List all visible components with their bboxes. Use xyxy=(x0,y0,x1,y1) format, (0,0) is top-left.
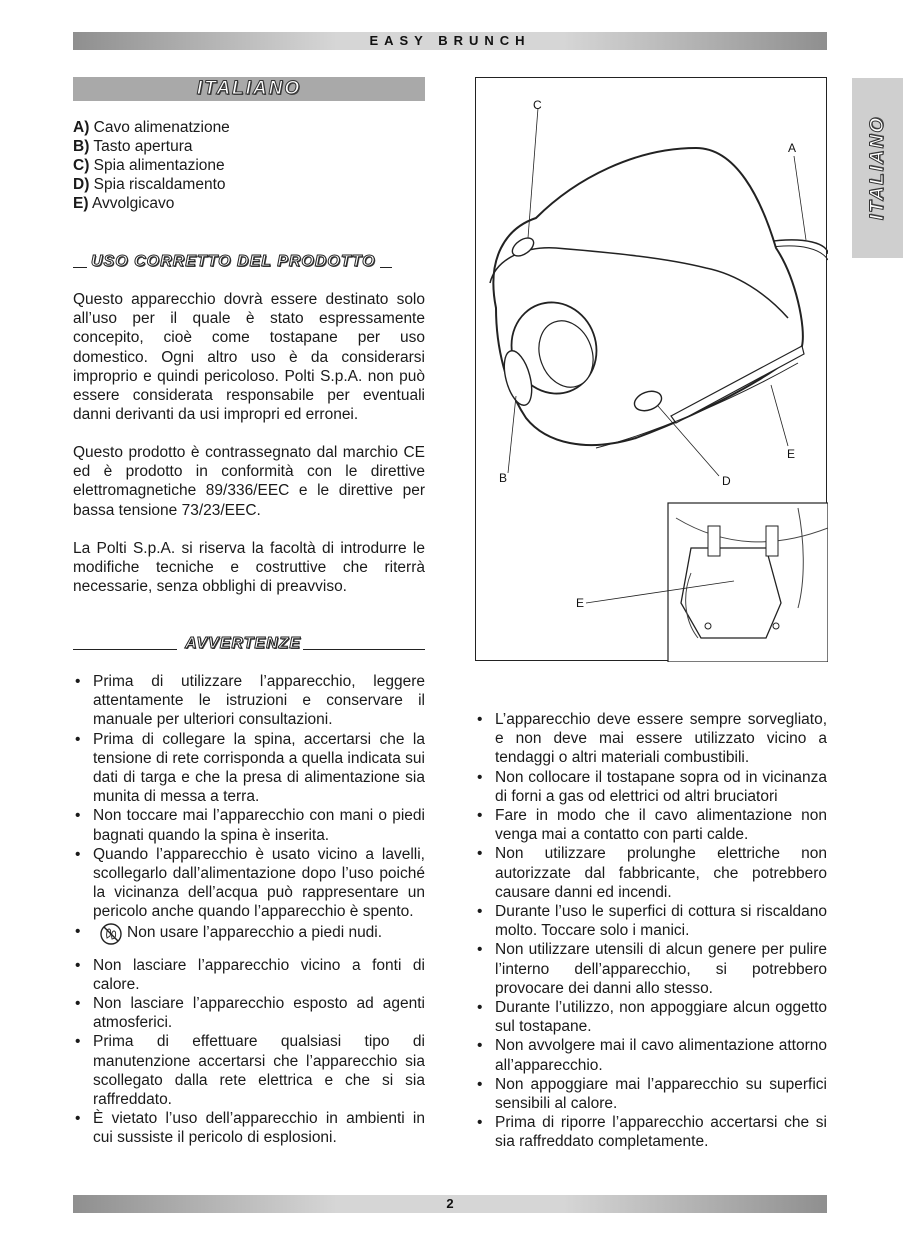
warning-item: • Prima di effettuare qualsiasi tipo di manutenzione accertarsi che l’apparecchio sia scollegato dalla rete elettrica e che si sia raffreddato. xyxy=(73,1032,425,1109)
label-b: B xyxy=(499,471,508,485)
label-c: C xyxy=(533,98,542,112)
product-diagram xyxy=(475,77,827,661)
section-title-use: USO CORRETTO DEL PRODOTTO xyxy=(91,253,376,270)
label-e: E xyxy=(787,447,796,461)
warning-item-barefoot: • Non usare l’apparecchio a piedi nudi. xyxy=(73,922,425,946)
part-item: E) Avvolgicavo xyxy=(73,195,175,212)
page-number: 2 xyxy=(446,1196,454,1211)
label-a: A xyxy=(788,141,797,155)
header-bar xyxy=(73,32,827,50)
parts-list xyxy=(73,118,425,213)
warnings-list-left xyxy=(73,672,425,1148)
warning-item: • Non appoggiare mai l’apparecchio su superfici sensibili al calore. xyxy=(475,1075,827,1113)
warning-item: • Non lasciare l’apparecchio esposto ad agenti atmosferici. xyxy=(73,994,425,1032)
language-heading xyxy=(73,77,425,101)
section-title-warnings: AVVERTENZE xyxy=(185,635,302,652)
warning-item: • Non utilizzare prolunghe elettriche non autorizzate dal fabbricante, che potrebbero causare danni ed incendi. xyxy=(475,844,827,902)
label-e-inset: E xyxy=(576,596,585,610)
warning-item: • Durante l’uso le superfici di cottura si riscaldano molto. Toccare solo i manici. xyxy=(475,902,827,940)
section-heading-use xyxy=(73,251,425,273)
warning-item: • L’apparecchio deve essere sempre sorvegliato, e non deve mai essere utilizzato vicino a tendaggi o altri materiali combustibili. xyxy=(475,710,827,768)
warning-item: • Durante l’utilizzo, non appoggiare alcun oggetto sul tostapane. xyxy=(475,998,827,1036)
toaster-illustration xyxy=(476,78,828,662)
warning-item: • Fare in modo che il cavo alimentazione non venga mai a contatto con parti calde. xyxy=(475,806,827,844)
language-side-tab xyxy=(852,78,903,258)
warning-item: • Non toccare mai l’apparecchio con mani o piedi bagnati quando la spina è inserita. xyxy=(73,806,425,844)
paragraph-intended-use: Questo apparecchio dovrà essere destinato solo all’uso per il quale è stato espressamente concepito, cioè come tostapane per uso domestico. Ogni altro uso è da considerarsi improprio e quindi pericoloso. Polti S.p.A. non può essere considerata responsabile per eventuali danni derivanti da usi impropri ed erronei. xyxy=(73,291,425,424)
section-heading-warnings xyxy=(73,633,425,655)
warning-item: • Non utilizzare utensili di alcun genere per pulire l’interno dell’apparecchio, si potrebbero provocare dei danni allo stesso. xyxy=(475,940,827,998)
part-item: D) Spia riscaldamento xyxy=(73,176,226,193)
warning-item: • Prima di utilizzare l’apparecchio, leggere attentamente le istruzioni e conservare il manuale per ulteriori consultazioni. xyxy=(73,672,425,730)
warning-item: • Quando l’apparecchio è usato vicino a lavelli, scollegarlo dall’alimentazione dopo l’uso poiché la vicinanza dell’acqua può rappresentare un pericolo anche quando l’apparecchio è spento. xyxy=(73,845,425,922)
part-item: A) Cavo alimenatzione xyxy=(73,119,230,136)
warning-item: • Prima di riporre l’apparecchio accertarsi che si sia raffreddato completamente. xyxy=(475,1113,827,1151)
warnings-list-right xyxy=(475,710,827,1152)
warning-item: • Non avvolgere mai il cavo alimentazione attorno all’apparecchio. xyxy=(475,1036,827,1074)
footer-bar xyxy=(73,1195,827,1213)
language-heading-label: ITALIANO xyxy=(196,78,302,99)
paragraph-modifications: La Polti S.p.A. si riserva la facoltà di introdurre le modifiche tecniche e costruttive che riterrà necessarie, senza obblighi di preavviso. xyxy=(73,540,425,596)
warning-item: • Non lasciare l’apparecchio vicino a fonti di calore. xyxy=(73,956,425,994)
side-tab-label: ITALIANO xyxy=(866,115,888,221)
no-bare-feet-icon xyxy=(99,922,123,946)
warning-item: • È vietato l’uso dell’apparecchio in ambienti in cui sussiste il pericolo di esplosioni. xyxy=(73,1109,425,1147)
part-item: B) Tasto apertura xyxy=(73,138,193,155)
label-d: D xyxy=(722,474,731,488)
paragraph-ce-mark: Questo prodotto è contrassegnato dal marchio CE ed è prodotto in conformità con le direttive elettromagnetiche 89/336/EEC e le direttive per bassa tensione 73/23/EEC. xyxy=(73,444,425,519)
part-item: C) Spia alimentazione xyxy=(73,157,225,174)
warning-item: • Non collocare il tostapane sopra od in vicinanza di forni a gas od elettrici od altri bruciatori xyxy=(475,768,827,806)
header-title: EASY BRUNCH xyxy=(369,33,531,48)
warning-item: • Prima di collegare la spina, accertarsi che la tensione di rete corrisponda a quella indicata sui dati di targa e che la presa di alimentazione sia munita di messa a terra. xyxy=(73,730,425,807)
